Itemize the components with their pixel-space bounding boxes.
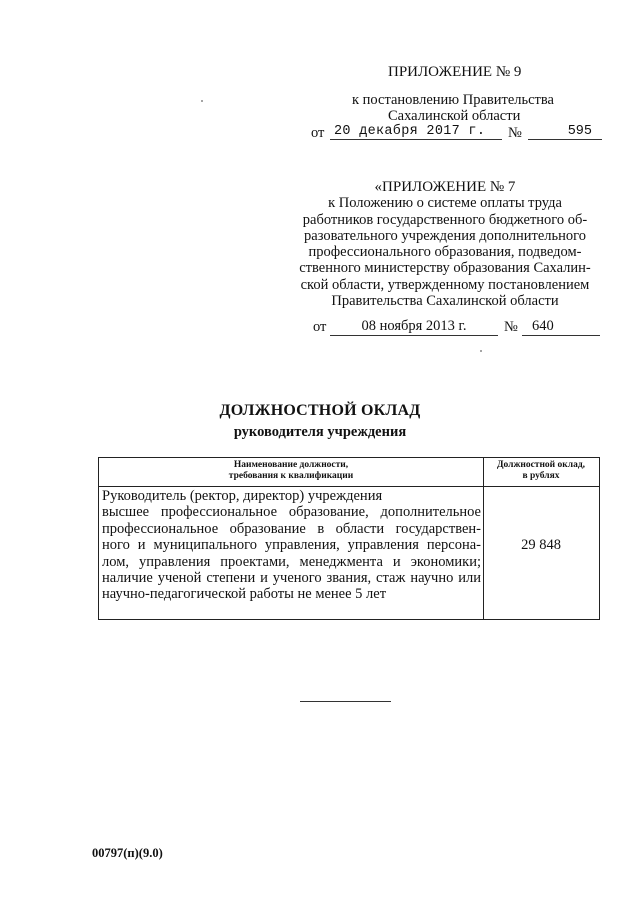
- requirements-line: профессиональное образование в области государствен-: [102, 520, 481, 537]
- salary-value: 29 848: [521, 537, 561, 553]
- decree-from-label: от: [311, 125, 325, 141]
- region-line: Сахалинской области: [388, 108, 521, 124]
- table-header-text: Должностной оклад,: [496, 460, 586, 470]
- decree-number: 595: [528, 124, 602, 140]
- table-header-position: [99, 460, 483, 482]
- requirements-line: ного и муниципального управления, управления персона-: [102, 537, 481, 554]
- requirements-line: высшее профессиональное образование, дополнительное: [102, 504, 481, 521]
- table-header-salary: [483, 460, 599, 482]
- table-header-text: Наименование должности,: [233, 460, 349, 470]
- document-code: 00797(п)(9.0): [92, 846, 163, 860]
- appendix-title: ПРИЛОЖЕНИЕ № 9: [388, 64, 522, 80]
- referenced-appendix-line: работников государственного бюджетного об-: [302, 211, 588, 228]
- referenced-appendix-title: «ПРИЛОЖЕНИЕ № 7: [374, 179, 516, 195]
- referenced-appendix-line: ской области, утвержденному постановлением: [300, 276, 590, 293]
- referenced-date: 08 ноября 2013 г.: [330, 318, 498, 336]
- decree-date: 20 декабря 2017 г.: [330, 124, 502, 140]
- position-requirements-cell: [102, 488, 481, 603]
- document-subtitle: руководителя учреждения: [233, 424, 407, 440]
- scan-speck: [201, 100, 203, 102]
- referenced-appendix-line: ственного министерству образования Сахалин-: [299, 260, 591, 277]
- decree-number-label: №: [508, 125, 522, 141]
- requirements-line: лом, управления проектами, менеджмента и экономики;: [102, 553, 481, 570]
- to-decree-line: к постановлению Правительства: [352, 92, 554, 108]
- referenced-appendix-line: профессионального образования, подведом-: [308, 244, 582, 261]
- referenced-number-label: №: [504, 319, 518, 335]
- referenced-number: 640: [522, 318, 600, 336]
- end-divider-line: [300, 701, 391, 702]
- referenced-appendix-line: Правительства Сахалинской области: [331, 293, 559, 310]
- referenced-appendix-line: разовательного учреждения дополнительного: [304, 227, 586, 244]
- table-header-text: требования к квалификации: [228, 471, 354, 481]
- referenced-appendix-line: к Положению о системе оплаты труда: [328, 195, 562, 212]
- requirements-line: научно-педагогической работы не менее 5 лет: [102, 586, 387, 603]
- referenced-from-label: от: [313, 319, 327, 335]
- requirements-line: наличие ученой степени и ученого звания, стаж научно или: [102, 570, 481, 587]
- scan-speck: [480, 350, 482, 352]
- table-header-text: в рублях: [522, 471, 560, 481]
- position-name: Руководитель (ректор, директор) учреждения: [102, 488, 383, 504]
- referenced-appendix-block: [286, 179, 604, 309]
- document-title: ДОЛЖНОСТНОЙ ОКЛАД: [219, 402, 421, 419]
- table-header-divider: [99, 486, 599, 487]
- salary-table: [98, 457, 600, 620]
